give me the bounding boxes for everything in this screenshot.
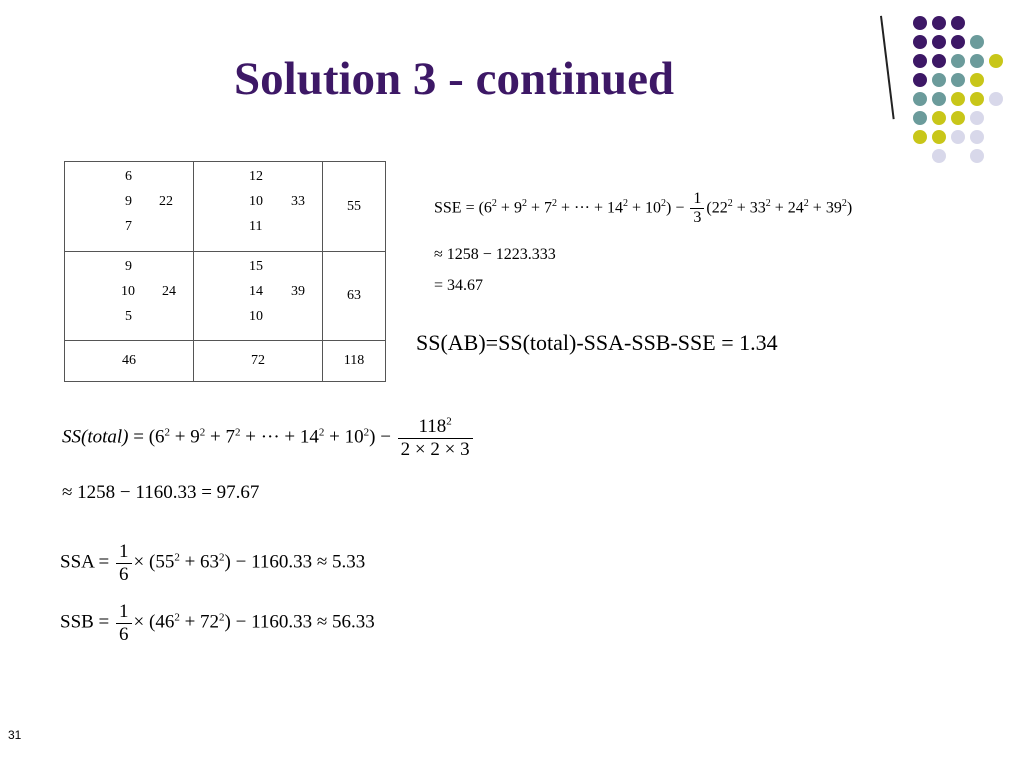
fraction: $\frac{1}{6}$ — [116, 601, 132, 646]
table-row — [65, 252, 386, 341]
decor-dot — [951, 92, 965, 106]
cell-value: 5 — [125, 309, 132, 324]
decor-dot — [951, 16, 965, 30]
decor-dot — [951, 130, 965, 144]
row-total: 55 — [347, 198, 361, 214]
decor-dot — [932, 111, 946, 125]
table-cell — [194, 341, 323, 382]
decor-dot — [951, 111, 965, 125]
table-row — [65, 341, 386, 382]
cell-value: 15 — [249, 259, 263, 274]
cell-value: 10 — [121, 284, 135, 299]
table-cell — [65, 252, 194, 341]
table-cell — [65, 341, 194, 382]
grand-total: 118 — [343, 353, 365, 368]
decor-dot — [913, 16, 927, 30]
cell-value: 7 — [125, 219, 132, 234]
decor-dot — [970, 149, 984, 163]
cell-value: 12 — [249, 169, 263, 184]
decor-dot — [913, 130, 927, 144]
fraction: $\frac{1}{6}$ — [116, 541, 132, 586]
fraction: $\frac{1}{3}$ — [690, 190, 704, 228]
decor-dot — [932, 35, 946, 49]
cell-sum: 22 — [159, 194, 173, 209]
table-row — [65, 162, 386, 252]
column-total: 46 — [122, 353, 136, 368]
table-cell — [323, 252, 386, 341]
cell-value: 10 — [249, 194, 263, 209]
decor-dot — [932, 16, 946, 30]
decor-dot — [970, 73, 984, 87]
decor-dot — [951, 73, 965, 87]
decor-dot — [970, 92, 984, 106]
cell-sum: 33 — [291, 194, 305, 209]
decor-dot — [913, 92, 927, 106]
decor-dot — [913, 73, 927, 87]
cell-value: 10 — [249, 309, 263, 324]
sse-line-3: = 34.67 — [434, 277, 484, 294]
sstotal-line-2: ≈ 1258 − 1160.33 = 97.67 — [62, 482, 260, 503]
decor-dot — [913, 111, 927, 125]
decor-dot — [932, 54, 946, 68]
ssb-formula: SSB = $\frac{1}{6}$ × $(46^2 + 72^2) - 1160.33 \approx 56.33$ — [60, 601, 375, 645]
decor-dot — [970, 130, 984, 144]
slide-title: Solution 3 - continued — [234, 53, 675, 105]
cell-sum: 24 — [162, 284, 176, 299]
cell-sum: 39 — [291, 284, 305, 299]
decor-dot — [913, 35, 927, 49]
decor-dot — [970, 35, 984, 49]
table-cell — [323, 341, 386, 382]
decor-dot — [989, 54, 1003, 68]
table-cell — [194, 252, 323, 341]
cell-value: 6 — [125, 169, 132, 184]
decorative-rule — [880, 16, 895, 119]
decor-dot — [951, 54, 965, 68]
table-cell — [194, 162, 323, 252]
sse-line-2: ≈ 1258 − 1223.333 — [434, 246, 556, 263]
data-table — [64, 161, 386, 382]
decor-dot — [932, 149, 946, 163]
ssab-formula: SS(AB)=SS(total)-SSA-SSB-SSE = 1.34 — [416, 330, 778, 355]
row-total: 63 — [347, 288, 361, 303]
decor-dot — [913, 54, 927, 68]
cell-value: 14 — [249, 284, 263, 299]
decor-dot — [932, 92, 946, 106]
fraction: $\frac{118^2}{2 \times 2 \times 3}$ — [398, 416, 473, 461]
cell-value: 9 — [125, 259, 132, 274]
page-number: 31 — [8, 728, 22, 742]
ssa-formula: SSA = $\frac{1}{6}$ × $(55^2 + 63^2) - 1160.33 \approx 5.33$ — [60, 541, 366, 585]
cell-value: 11 — [249, 219, 263, 234]
decor-dot — [951, 35, 965, 49]
decor-dot — [989, 92, 1003, 106]
table-cell — [65, 162, 194, 252]
sse-formula: SSE = ($6^2 + 9^2 + 7^2$ + ··· + $14^2 + 10^2$) − $\frac{1}{3}$ $(22^2 + 33^2 + 24^2 + 39^2)$ — [434, 190, 853, 227]
table-cell — [323, 162, 386, 252]
decor-dot — [970, 111, 984, 125]
decor-dot — [932, 73, 946, 87]
sstotal-formula: SS(total) = ($6^2 + 9^2 + 7^2$ + ··· + $14^2 + 10^2$) − $\frac{118^2}{2 \times 2 \times 3}$ — [62, 416, 475, 461]
cell-value: 9 — [125, 194, 132, 209]
column-total: 72 — [251, 353, 265, 368]
decor-dot — [932, 130, 946, 144]
decor-dot — [970, 54, 984, 68]
